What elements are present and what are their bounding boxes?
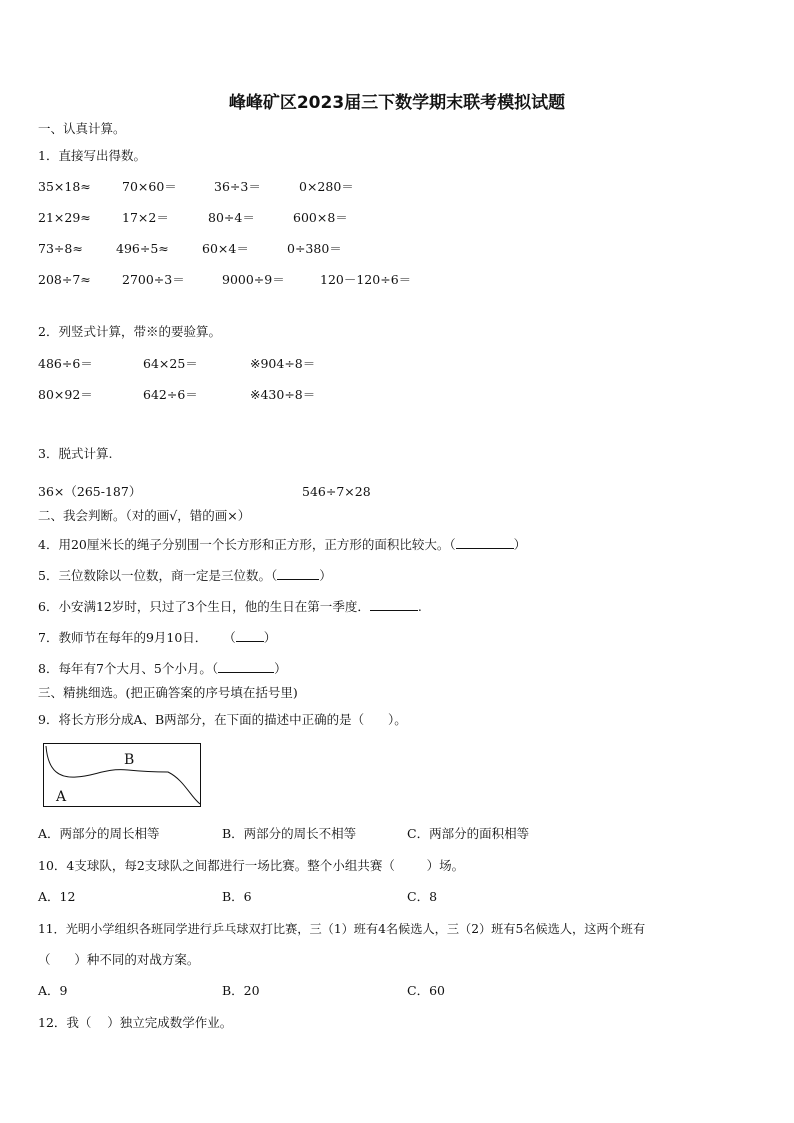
question-8-text: 8．每年有7个大月、5个小月。（ xyxy=(38,661,219,676)
question-11-line-1: 11．光明小学组织各班同学进行乒乓球双打比赛，三（1）班有4名候选人，三（2）班有5名候选人，这两个班有 xyxy=(38,922,646,936)
region-a-label: A xyxy=(56,789,67,805)
calc-item: 64×25＝ xyxy=(143,356,198,371)
calc-item: 642÷6＝ xyxy=(143,387,198,402)
calc-item: ※430÷8＝ xyxy=(250,387,316,402)
calc-item: ※904÷8＝ xyxy=(250,356,316,371)
calc-item: 120－120÷6＝ xyxy=(320,272,412,287)
question-5-text: 5．三位数除以一位数，商一定是三位数。（ xyxy=(38,568,278,583)
option-c[interactable]: C．60 xyxy=(407,983,445,998)
answer-blank[interactable] xyxy=(456,536,514,549)
option-b[interactable]: B．20 xyxy=(222,983,260,998)
rectangle-figure xyxy=(43,743,201,807)
close-paren: ） xyxy=(263,630,277,645)
calc-item: 70×60＝ xyxy=(122,179,177,194)
option-a[interactable]: A．12 xyxy=(38,889,76,904)
calc-item: 2700÷3＝ xyxy=(122,272,185,287)
calc-item: 80÷4＝ xyxy=(208,210,255,225)
question-12-stem: 12．我（ ）独立完成数学作业。 xyxy=(38,1015,233,1030)
question-7 xyxy=(38,629,276,646)
calc-item: 36÷3＝ xyxy=(214,179,261,194)
question-4-text: 4．用20厘米长的绳子分别围一个长方形和正方形，正方形的面积比较大。（ xyxy=(38,537,456,552)
question-6 xyxy=(38,598,422,615)
calc-item: 21×29≈ xyxy=(38,210,91,225)
question-2-stem: 2．列竖式计算，带※的要验算。 xyxy=(38,324,221,339)
period: . xyxy=(417,599,422,614)
calc-item: 0×280＝ xyxy=(299,179,354,194)
dividing-curve xyxy=(44,744,202,808)
answer-blank[interactable] xyxy=(370,598,418,611)
calc-item: 80×92＝ xyxy=(38,387,93,402)
question-6-text: 6．小安满12岁时，只过了3个生日，他的生日在第一季度． xyxy=(38,599,370,614)
close-paren: ） xyxy=(513,537,527,552)
calc-item: 0÷380＝ xyxy=(287,241,342,256)
section-1-heading: 一、认真计算。 xyxy=(38,121,126,136)
question-3-stem: 3．脱式计算. xyxy=(38,446,113,461)
section-3-heading: 三、精挑细选。(把正确答案的序号填在括号里) xyxy=(38,685,298,700)
option-c[interactable]: C．两部分的面积相等 xyxy=(407,826,530,841)
calc-item: 496÷5≈ xyxy=(116,241,169,256)
answer-blank[interactable] xyxy=(236,629,264,642)
calc-item: 9000÷9＝ xyxy=(222,272,285,287)
calc-item: 546÷7×28 xyxy=(302,484,371,499)
section-2-heading: 二、我会判断。（对的画√，错的画×） xyxy=(38,508,251,523)
question-8 xyxy=(38,660,287,677)
close-paren: ） xyxy=(274,661,287,676)
close-paren: ） xyxy=(319,568,332,583)
calc-item: 600×8＝ xyxy=(293,210,348,225)
calc-item: 486÷6＝ xyxy=(38,356,93,371)
question-10-stem: 10．4支球队，每2支球队之间都进行一场比赛。整个小组共赛（ ）场。 xyxy=(38,858,465,873)
page-title: 峰峰矿区2023届三下数学期末联考模拟试题 xyxy=(228,93,566,113)
region-b-label: B xyxy=(124,752,135,768)
calc-item: 73÷8≈ xyxy=(38,241,83,256)
calc-item: 35×18≈ xyxy=(38,179,91,194)
question-1-stem: 1．直接写出得数。 xyxy=(38,148,146,163)
calc-item: 60×4＝ xyxy=(202,241,249,256)
question-11-line-2: （ ）种不同的对战方案。 xyxy=(38,952,200,967)
calc-item: 17×2＝ xyxy=(122,210,169,225)
answer-blank[interactable] xyxy=(218,660,274,673)
option-a[interactable]: A．9 xyxy=(38,983,68,998)
option-b[interactable]: B．6 xyxy=(222,889,252,904)
option-b[interactable]: B．两部分的周长不相等 xyxy=(222,826,357,841)
option-c[interactable]: C．8 xyxy=(407,889,438,904)
answer-blank[interactable] xyxy=(277,567,319,580)
option-a[interactable]: A．两部分的周长相等 xyxy=(38,826,160,841)
question-7-text: 7．教师节在每年的9月10日． （ xyxy=(38,630,236,645)
question-9-stem: 9．将长方形分成A、B两部分，在下面的描述中正确的是（ ）。 xyxy=(38,712,407,727)
question-5 xyxy=(38,567,332,584)
question-4 xyxy=(38,536,526,553)
calc-item: 208÷7≈ xyxy=(38,272,91,287)
calc-item: 36×（265-187） xyxy=(38,484,142,499)
